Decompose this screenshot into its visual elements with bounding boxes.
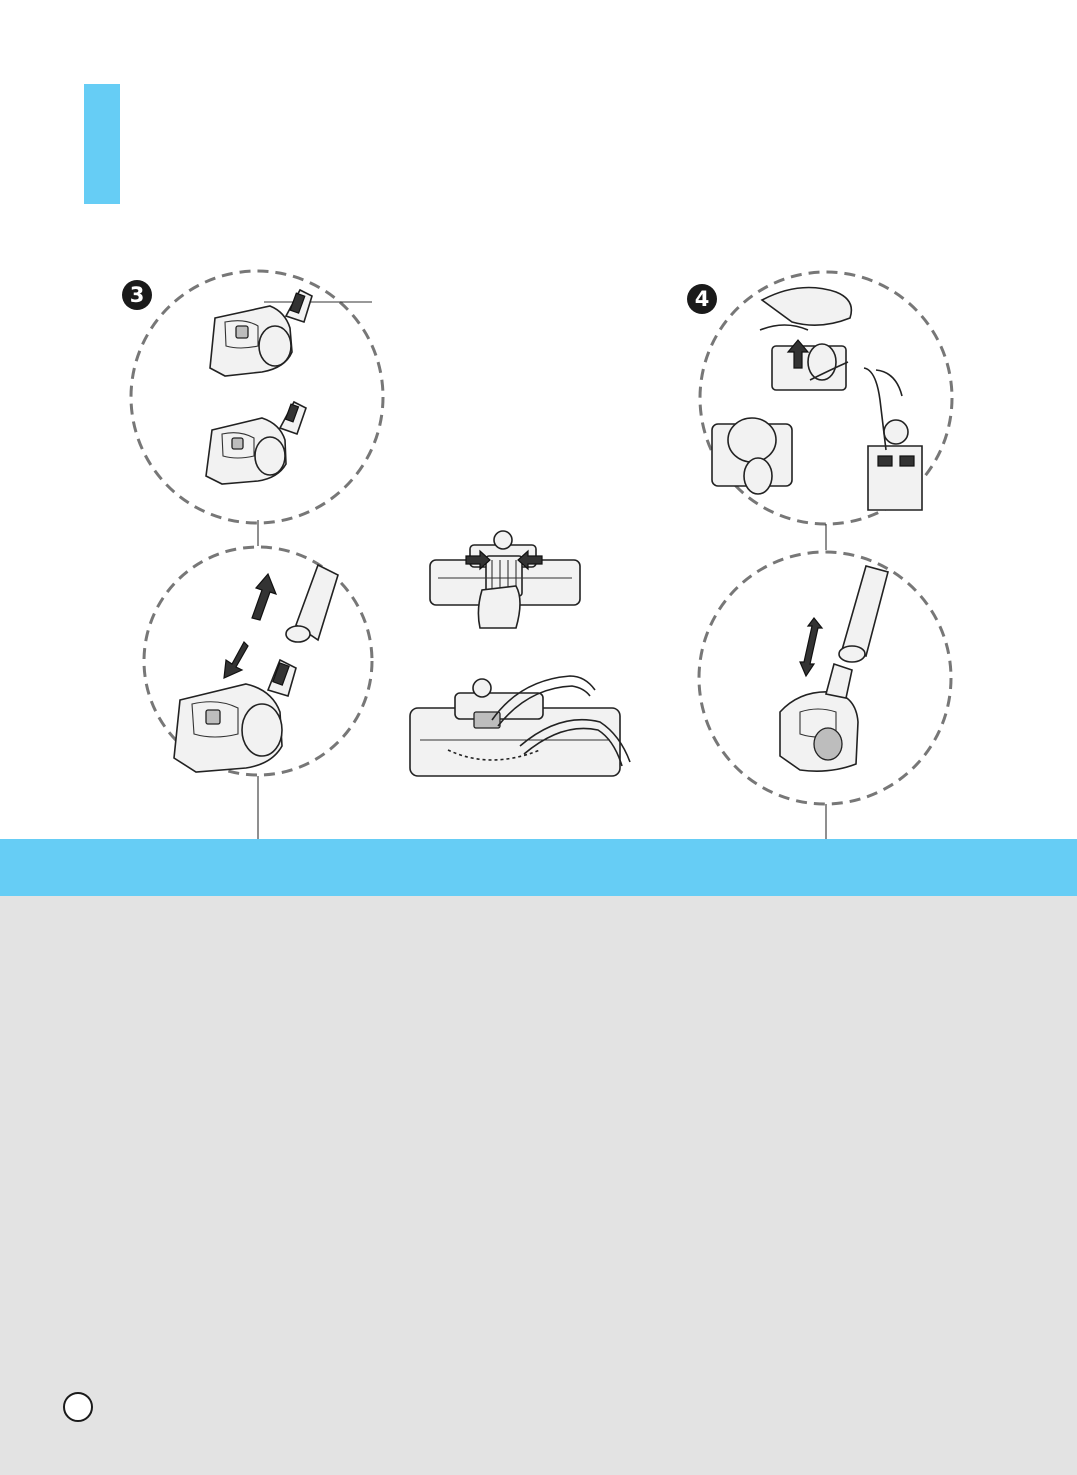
mini-turbo-nozzle-attach-pipe-illustration [699,552,951,804]
turbo-nozzle-top-view-illustration [131,271,383,523]
nozzle-underside-hose-cleaning-illustration [410,676,630,776]
nozzle-underside-brush-removal-illustration [430,531,580,628]
circled-number-4-icon: 4 [687,284,717,314]
section-header-band [0,839,1077,896]
instruction-text-panel [0,896,1077,1475]
page-number-marker [63,1392,93,1422]
nozzle-cover-disassembly-illustration [700,272,952,524]
turbo-nozzle-attach-pipe-illustration [144,547,372,775]
circled-number-3-icon: 3 [122,280,152,310]
